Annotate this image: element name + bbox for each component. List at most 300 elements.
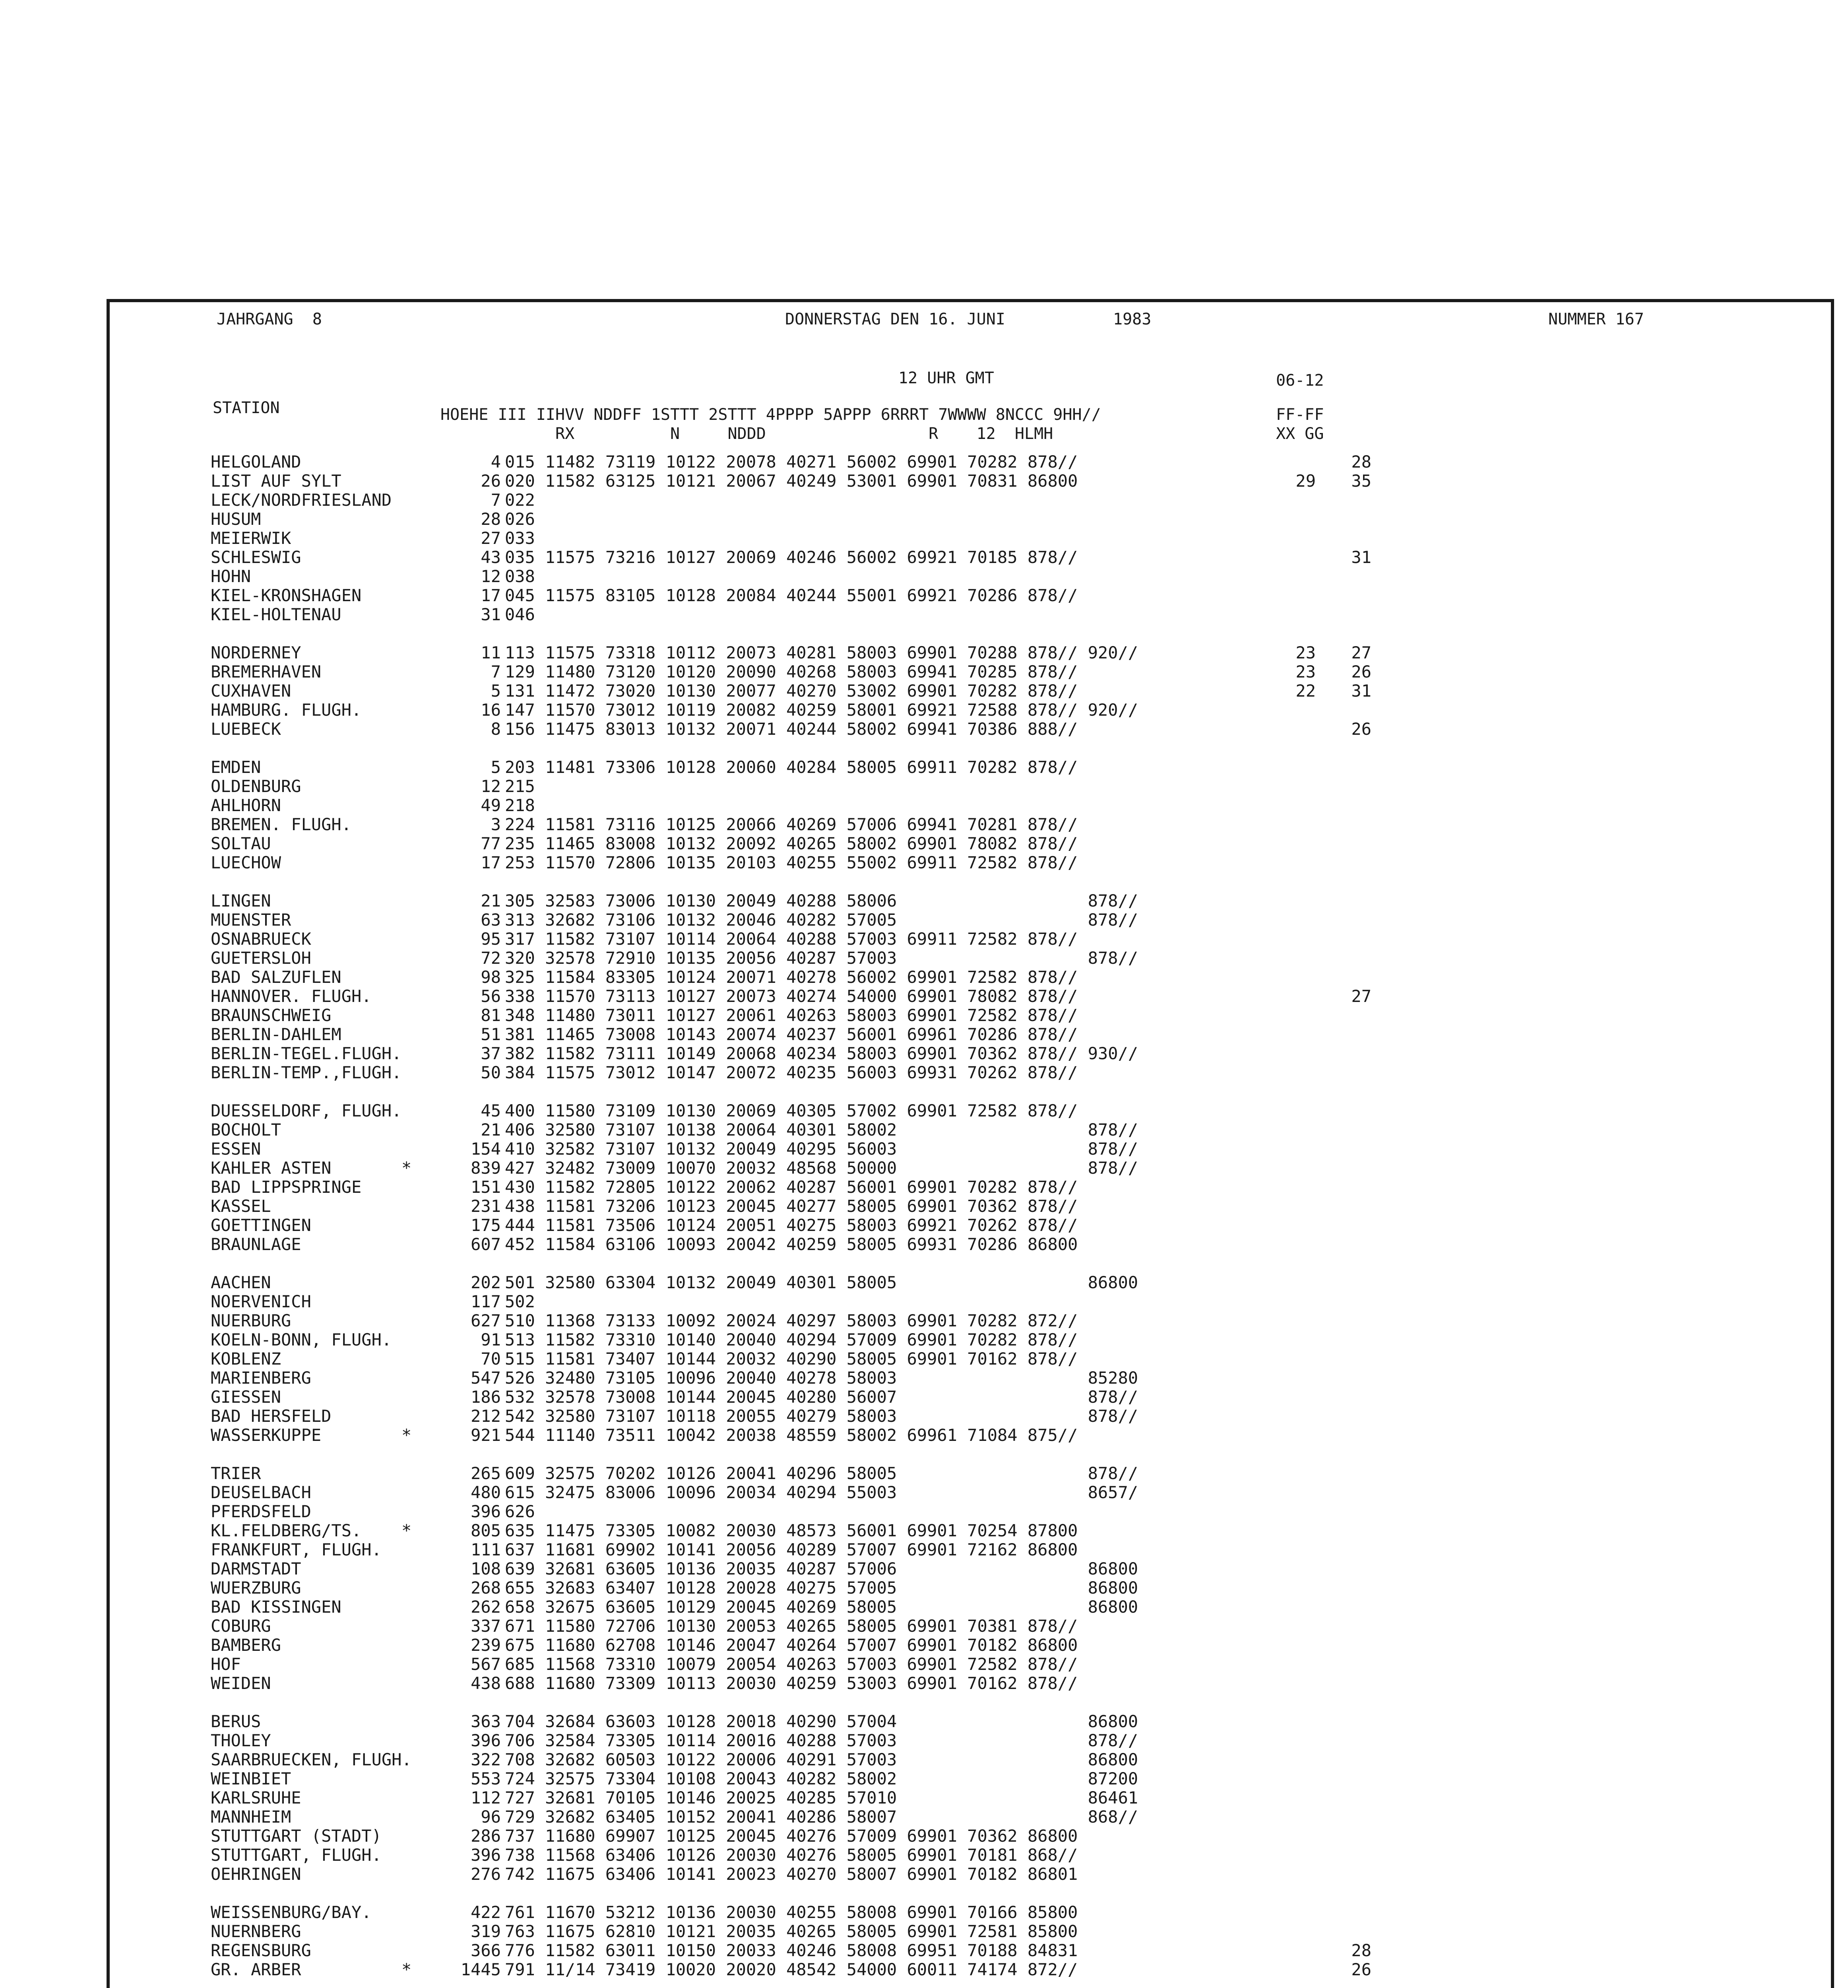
observation-groups: 502 — [505, 1292, 535, 1311]
station-height: 108 — [471, 1559, 501, 1578]
gg-value: 31 — [1351, 681, 1371, 701]
observation-groups: 738 11568 63406 10126 20030 40276 58005 69901 70181 868// — [505, 1845, 1078, 1865]
observation-groups: 655 32683 63407 10128 20028 40275 57005 86800 — [505, 1578, 1138, 1598]
table-row — [211, 1235, 1761, 1254]
observation-groups: 045 11575 83105 10128 20084 40244 55001 69921 70286 878// — [505, 586, 1078, 605]
table-row — [211, 1559, 1761, 1578]
station-name: BERLIN-TEGEL.FLUGH. — [211, 1044, 402, 1063]
observation-groups: 235 11465 83008 10132 20092 40265 58002 69901 78082 878// — [505, 834, 1078, 853]
observation-groups: 020 11582 63125 10121 20067 40249 53001 69901 70831 86800 — [505, 471, 1078, 491]
station-height: 45 — [481, 1101, 501, 1120]
station-name: KAHLER ASTEN — [211, 1158, 332, 1178]
station-height: 51 — [481, 1025, 501, 1044]
observation-groups: 532 32578 73008 10144 20045 40280 56007 878// — [505, 1387, 1138, 1407]
observation-groups: 635 11475 73305 10082 20030 48573 56001 69901 70254 87800 — [505, 1521, 1078, 1540]
observation-groups: 015 11482 73119 10122 20078 40271 56002 69901 70282 878// — [505, 452, 1078, 472]
station-height: 91 — [481, 1330, 501, 1349]
station-name: BAD HERSFELD — [211, 1406, 332, 1426]
observation-groups: 305 32583 73006 10130 20049 40288 58006 878// — [505, 891, 1138, 911]
station-height: 212 — [471, 1406, 501, 1426]
year-label: 1983 — [1113, 310, 1152, 328]
station-name: WEINBIET — [211, 1769, 291, 1788]
station-name: LECK/NORDFRIESLAND — [211, 490, 392, 510]
station-name: STUTTGART, FLUGH. — [211, 1845, 382, 1865]
observation-groups: 325 11584 83305 10124 20071 40278 56002 69901 72582 878// — [505, 967, 1078, 987]
observation-groups: 113 11575 73318 10112 20073 40281 58003 69901 70288 878// 920// — [505, 643, 1138, 662]
table-row — [211, 1483, 1761, 1502]
station-name: WASSERKUPPE — [211, 1425, 322, 1445]
station-name: HANNOVER. FLUGH. — [211, 986, 372, 1006]
station-height: 154 — [471, 1139, 501, 1159]
station-name: NUERBURG — [211, 1311, 291, 1330]
table-row — [211, 1369, 1761, 1388]
station-name: MANNHEIM — [211, 1807, 291, 1827]
station-height: 95 — [481, 929, 501, 949]
station-name: EMDEN — [211, 757, 261, 777]
table-row — [211, 1578, 1761, 1598]
station-height: 396 — [471, 1731, 501, 1750]
station-name: HOF — [211, 1654, 241, 1674]
station-height: 186 — [471, 1387, 501, 1407]
station-name: BREMERHAVEN — [211, 662, 322, 681]
observation-groups: 791 11/14 73419 10020 20020 48542 54000 60011 74174 872// — [505, 1960, 1078, 1979]
table-row — [211, 1216, 1761, 1235]
observation-groups: 427 32482 73009 10070 20032 48568 50000 878// — [505, 1158, 1138, 1178]
table-row — [211, 1750, 1761, 1769]
station-height: 37 — [481, 1044, 501, 1063]
ff-value: 29 — [1295, 471, 1316, 491]
table-row — [211, 758, 1761, 777]
station-height: 319 — [471, 1922, 501, 1941]
observation-groups: 035 11575 73216 10127 20069 40246 56002 69921 70185 878// — [505, 547, 1078, 567]
station-name: MEIERWIK — [211, 528, 291, 548]
station-name: NUERNBERG — [211, 1922, 301, 1941]
table-row — [211, 720, 1761, 739]
station-name: KL.FELDBERG/TS. — [211, 1521, 362, 1540]
table-row — [211, 510, 1761, 529]
station-name: COBURG — [211, 1616, 271, 1636]
station-height: 268 — [471, 1578, 501, 1598]
table-row — [211, 1426, 1761, 1445]
gg-value: 35 — [1351, 471, 1371, 491]
station-height: 396 — [471, 1845, 501, 1865]
table-row — [211, 1598, 1761, 1617]
observation-groups: 218 — [505, 796, 535, 815]
observation-groups: 033 — [505, 528, 535, 548]
table-row — [211, 1617, 1761, 1636]
station-name: GOETTINGEN — [211, 1215, 311, 1235]
table-row — [211, 548, 1761, 567]
gg-value: 26 — [1351, 662, 1371, 681]
observation-groups: 675 11680 62708 10146 20047 40264 57007 69901 70182 86800 — [505, 1635, 1078, 1655]
observation-groups: 348 11480 73011 10127 20061 40263 58003 69901 72582 878// — [505, 1006, 1078, 1025]
observation-groups: 381 11465 73008 10143 20074 40237 56001 69961 70286 878// — [505, 1025, 1078, 1044]
station-height: 265 — [471, 1464, 501, 1483]
station-name: BRAUNSCHWEIG — [211, 1006, 332, 1025]
table-row — [211, 1769, 1761, 1788]
observation-groups: 320 32578 72910 10135 20056 40287 57003 878// — [505, 948, 1138, 968]
observation-groups: 761 11670 53212 10136 20030 40255 58008 69901 70166 85800 — [505, 1903, 1078, 1922]
observation-groups: 253 11570 72806 10135 20103 40255 55002 69911 72582 878// — [505, 853, 1078, 872]
observation-groups: 317 11582 73107 10114 20064 40288 57003 69911 72582 878// — [505, 929, 1078, 949]
table-row — [211, 949, 1761, 968]
gg-value: 27 — [1351, 643, 1371, 662]
station-name: WEISSENBURG/BAY. — [211, 1903, 372, 1922]
table-row — [211, 605, 1761, 624]
station-name: PFERDSFELD — [211, 1502, 311, 1521]
observation-groups: 637 11681 69902 10141 20056 40289 57007 69901 72162 86800 — [505, 1540, 1078, 1559]
observation-groups: 685 11568 73310 10079 20054 40263 57003 69901 72582 878// — [505, 1654, 1078, 1674]
observation-groups: 410 32582 73107 10132 20049 40295 56003 878// — [505, 1139, 1138, 1159]
observation-groups: 022 — [505, 490, 535, 510]
table-row — [211, 1846, 1761, 1865]
station-name: LINGEN — [211, 891, 271, 911]
table-row — [211, 1025, 1761, 1044]
table-row — [211, 1197, 1761, 1216]
station-name: TRIER — [211, 1464, 261, 1483]
observation-groups: 609 32575 70202 10126 20041 40296 58005 878// — [505, 1464, 1138, 1483]
table-row — [211, 1159, 1761, 1178]
station-name: KASSEL — [211, 1196, 271, 1216]
station-name: BAD LIPPSPRINGE — [211, 1177, 362, 1197]
observation-groups: 444 11581 73506 10124 20051 40275 58003 69921 70262 878// — [505, 1215, 1078, 1235]
station-height: 5 — [491, 681, 501, 701]
observation-groups: 046 — [505, 605, 535, 624]
station-height: 239 — [471, 1635, 501, 1655]
station-name: GIESSEN — [211, 1387, 281, 1407]
station-height: 4 — [491, 452, 501, 472]
station-height: 111 — [471, 1540, 501, 1559]
gg-value: 26 — [1351, 719, 1371, 739]
station-height: 96 — [481, 1807, 501, 1827]
table-row — [211, 891, 1761, 911]
observation-groups: 776 11582 63011 10150 20033 40246 58008 69951 70188 84831 — [505, 1941, 1078, 1960]
station-height: 63 — [481, 910, 501, 930]
station-name: WUERZBURG — [211, 1578, 301, 1598]
station-height: 117 — [471, 1292, 501, 1311]
observation-groups: 729 32682 63405 10152 20041 40286 58007 868// — [505, 1807, 1138, 1827]
table-row — [211, 452, 1761, 472]
station-name: SOLTAU — [211, 834, 271, 853]
station-height: 175 — [471, 1215, 501, 1235]
observation-groups: 706 32584 73305 10114 20016 40288 57003 878// — [505, 1731, 1138, 1750]
station-name: AACHEN — [211, 1273, 271, 1292]
gg-value: 27 — [1351, 986, 1371, 1006]
table-row — [211, 777, 1761, 796]
time-label: 12 UHR GMT — [898, 369, 994, 387]
observation-groups: 626 — [505, 1502, 535, 1521]
observation-groups: 400 11580 73109 10130 20069 40305 57002 69901 72582 878// — [505, 1101, 1078, 1120]
observation-groups: 708 32682 60503 10122 20006 40291 57003 86800 — [505, 1750, 1138, 1769]
mountain-station-marker: * — [401, 1521, 412, 1540]
station-name: MARIENBERG — [211, 1368, 311, 1388]
observation-groups: 430 11582 72805 10122 20062 40287 56001 69901 70282 878// — [505, 1177, 1078, 1197]
table-row — [211, 643, 1761, 662]
table-row — [211, 472, 1761, 491]
observation-groups: 671 11580 72706 10130 20053 40265 58005 69901 70381 878// — [505, 1616, 1078, 1636]
station-height: 1445 — [460, 1960, 501, 1979]
mountain-station-marker: * — [401, 1425, 412, 1445]
station-height: 322 — [471, 1750, 501, 1769]
station-name: LIST AUF SYLT — [211, 471, 341, 491]
station-height: 17 — [481, 586, 501, 605]
station-name: ESSEN — [211, 1139, 261, 1159]
observation-groups: 727 32681 70105 10146 20025 40285 57010 86461 — [505, 1788, 1138, 1807]
station-name: HOHN — [211, 567, 251, 586]
ff-value: 23 — [1295, 643, 1316, 662]
station-height: 112 — [471, 1788, 501, 1807]
observation-groups: 688 11680 73309 10113 20030 40259 53003 69901 70162 878// — [505, 1673, 1078, 1693]
station-name: KOELN-BONN, FLUGH. — [211, 1330, 392, 1349]
station-height: 422 — [471, 1903, 501, 1922]
observation-groups: 438 11581 73206 10123 20045 40277 58005 69901 70362 878// — [505, 1196, 1078, 1216]
station-name: KARLSRUHE — [211, 1788, 301, 1807]
station-height: 366 — [471, 1941, 501, 1960]
gg-value: 26 — [1351, 1960, 1371, 1979]
table-row — [211, 1273, 1761, 1292]
group-spacer — [211, 1979, 1761, 1988]
station-height: 8 — [491, 719, 501, 739]
station-height: 31 — [481, 605, 501, 624]
observation-groups: 026 — [505, 509, 535, 529]
station-height: 363 — [471, 1712, 501, 1731]
station-height: 26 — [481, 471, 501, 491]
station-height: 50 — [481, 1063, 501, 1082]
station-name: BERLIN-DAHLEM — [211, 1025, 341, 1044]
observation-groups: 131 11472 73020 10130 20077 40270 53002 69901 70282 878// — [505, 681, 1078, 701]
observation-groups: 763 11675 62810 10121 20035 40265 58005 69901 72581 85800 — [505, 1922, 1078, 1941]
table-row — [211, 968, 1761, 987]
mountain-station-marker: * — [401, 1960, 412, 1979]
station-height: 21 — [481, 1120, 501, 1140]
observation-groups: 526 32480 73105 10096 20040 40278 58003 85280 — [505, 1368, 1138, 1388]
table-row — [211, 1807, 1761, 1827]
table-row — [211, 1655, 1761, 1674]
station-name: DUESSELDORF, FLUGH. — [211, 1101, 402, 1120]
observation-groups: 406 32580 73107 10138 20064 40301 58002 878// — [505, 1120, 1138, 1140]
station-name: DARMSTADT — [211, 1559, 301, 1578]
observation-groups: 724 32575 73304 10108 20043 40282 58002 87200 — [505, 1769, 1138, 1788]
table-row — [211, 491, 1761, 510]
xx-gg-header: XX GG — [1276, 425, 1324, 443]
range-label: 06-12 — [1276, 371, 1324, 390]
table-row — [211, 1540, 1761, 1559]
observation-groups: 639 32681 63605 10136 20035 40287 57006 86800 — [505, 1559, 1138, 1578]
table-row — [211, 1960, 1761, 1979]
station-name: HAMBURG. FLUGH. — [211, 700, 362, 720]
observation-groups: 038 — [505, 567, 535, 586]
observation-groups: 513 11582 73310 10140 20040 40294 57009 69901 70282 878// — [505, 1330, 1078, 1349]
station-table — [211, 452, 1761, 1988]
station-name: FRANKFURT, FLUGH. — [211, 1540, 382, 1559]
station-height: 98 — [481, 967, 501, 987]
observation-groups: 704 32684 63603 10128 20018 40290 57004 86800 — [505, 1712, 1138, 1731]
station-name: BAD KISSINGEN — [211, 1597, 341, 1617]
table-row — [211, 662, 1761, 681]
station-height: 151 — [471, 1177, 501, 1197]
station-height: 43 — [481, 547, 501, 567]
station-column-header: STATION — [213, 399, 280, 417]
table-row — [211, 1865, 1761, 1884]
table-row — [211, 1330, 1761, 1349]
station-height: 337 — [471, 1616, 501, 1636]
station-height: 480 — [471, 1483, 501, 1502]
station-name: NOERVENICH — [211, 1292, 311, 1311]
station-height: 12 — [481, 777, 501, 796]
observation-groups: 542 32580 73107 10118 20055 40279 58003 878// — [505, 1406, 1138, 1426]
observation-groups: 501 32580 63304 10132 20049 40301 58005 86800 — [505, 1273, 1138, 1292]
observation-groups: 615 32475 83006 10096 20034 40294 55003 8657/ — [505, 1483, 1138, 1502]
station-name: THOLEY — [211, 1731, 271, 1750]
table-row — [211, 529, 1761, 548]
table-row — [211, 834, 1761, 853]
station-height: 627 — [471, 1311, 501, 1330]
station-name: KIEL-HOLTENAU — [211, 605, 341, 624]
table-row — [211, 1788, 1761, 1807]
station-height: 805 — [471, 1521, 501, 1540]
table-row — [211, 1674, 1761, 1693]
ff-value: 22 — [1295, 681, 1316, 701]
station-name: MUENSTER — [211, 910, 291, 930]
ff-value: 23 — [1295, 662, 1316, 681]
table-row — [211, 1311, 1761, 1330]
observation-groups: 510 11368 73133 10092 20024 40297 58003 69901 70282 872// — [505, 1311, 1078, 1330]
group-spacer — [211, 1693, 1761, 1712]
station-name: HUSUM — [211, 509, 261, 529]
table-row — [211, 987, 1761, 1006]
table-row — [211, 1903, 1761, 1922]
station-name: STUTTGART (STADT) — [211, 1826, 382, 1846]
station-name: REGENSBURG — [211, 1941, 311, 1960]
station-height: 202 — [471, 1273, 501, 1292]
table-row — [211, 796, 1761, 815]
station-height: 262 — [471, 1597, 501, 1617]
station-height: 438 — [471, 1673, 501, 1693]
station-height: 17 — [481, 853, 501, 872]
station-height: 5 — [491, 757, 501, 777]
station-height: 231 — [471, 1196, 501, 1216]
station-height: 7 — [491, 662, 501, 681]
observation-groups: 203 11481 73306 10128 20060 40284 58005 69911 70282 878// — [505, 757, 1078, 777]
station-height: 396 — [471, 1502, 501, 1521]
station-name: OSNABRUECK — [211, 929, 311, 949]
station-height: 21 — [481, 891, 501, 911]
station-height: 553 — [471, 1769, 501, 1788]
station-height: 70 — [481, 1349, 501, 1369]
observation-groups: 313 32682 73106 10132 20046 40282 57005 878// — [505, 910, 1138, 930]
group-spacer — [211, 1445, 1761, 1464]
table-row — [211, 1101, 1761, 1120]
station-name: BAMBERG — [211, 1635, 281, 1655]
station-height: 27 — [481, 528, 501, 548]
date-label: DONNERSTAG DEN 16. JUNI — [785, 310, 1005, 328]
table-row — [211, 1521, 1761, 1540]
group-spacer — [211, 624, 1761, 643]
station-height: 286 — [471, 1826, 501, 1846]
table-row — [211, 1636, 1761, 1655]
station-height: 72 — [481, 948, 501, 968]
observation-groups: 384 11575 73012 10147 20072 40235 56003 69931 70262 878// — [505, 1063, 1078, 1082]
station-height: 77 — [481, 834, 501, 853]
table-row — [211, 1502, 1761, 1521]
table-row — [211, 1922, 1761, 1941]
table-row — [211, 1941, 1761, 1960]
station-height: 3 — [491, 815, 501, 834]
group-spacer — [211, 872, 1761, 891]
table-row — [211, 1712, 1761, 1731]
station-name: LUECHOW — [211, 853, 281, 872]
observation-groups: 742 11675 63406 10141 20023 40270 58007 69901 70182 86801 — [505, 1864, 1078, 1884]
station-name: SAARBRUECKEN, FLUGH. — [211, 1750, 412, 1769]
observation-groups: 452 11584 63106 10093 20042 40259 58005 69931 70286 86800 — [505, 1235, 1078, 1254]
station-name: OEHRINGEN — [211, 1864, 301, 1884]
station-height: 276 — [471, 1864, 501, 1884]
station-height: 7 — [491, 490, 501, 510]
gg-value: 31 — [1351, 547, 1371, 567]
jahrgang-label: JAHRGANG 8 — [217, 310, 322, 328]
table-row — [211, 930, 1761, 949]
observation-groups: 129 11480 73120 10120 20090 40268 58003 69941 70285 878// — [505, 662, 1078, 681]
station-name: BERUS — [211, 1712, 261, 1731]
table-row — [211, 1464, 1761, 1483]
observation-groups: 224 11581 73116 10125 20066 40269 57006 69941 70281 878// — [505, 815, 1078, 834]
station-name: LUEBECK — [211, 719, 281, 739]
table-row — [211, 1178, 1761, 1197]
observation-groups: 215 — [505, 777, 535, 796]
station-height: 81 — [481, 1006, 501, 1025]
gg-value: 28 — [1351, 1941, 1371, 1960]
table-row — [211, 1731, 1761, 1750]
station-height: 547 — [471, 1368, 501, 1388]
station-name: GUETERSLOH — [211, 948, 311, 968]
table-row — [211, 853, 1761, 872]
table-row — [211, 1044, 1761, 1063]
station-name: AHLHORN — [211, 796, 281, 815]
table-row — [211, 1063, 1761, 1082]
table-row — [211, 1140, 1761, 1159]
station-name: GR. ARBER — [211, 1960, 301, 1979]
observation-groups: 147 11570 73012 10119 20082 40259 58001 69921 72588 878// 920// — [505, 700, 1138, 720]
table-row — [211, 1120, 1761, 1140]
station-height: 12 — [481, 567, 501, 586]
group-spacer — [211, 1884, 1761, 1903]
station-name: BREMEN. FLUGH. — [211, 815, 352, 834]
table-row — [211, 1349, 1761, 1369]
station-height: 607 — [471, 1235, 501, 1254]
observation-groups: 544 11140 73511 10042 20038 48559 58002 69961 71084 875// — [505, 1425, 1078, 1445]
table-row — [211, 701, 1761, 720]
table-row — [211, 1388, 1761, 1407]
group-spacer — [211, 1082, 1761, 1101]
station-name: CUXHAVEN — [211, 681, 291, 701]
observation-groups: 737 11680 69907 10125 20045 40276 57009 69901 70362 86800 — [505, 1826, 1078, 1846]
table-row — [211, 567, 1761, 586]
column-headers-line2: RX N NDDD R 12 HLMH — [440, 425, 1053, 443]
table-row — [211, 1292, 1761, 1311]
station-name: OLDENBURG — [211, 777, 301, 796]
table-row — [211, 1407, 1761, 1426]
observation-groups: 515 11581 73407 10144 20032 40290 58005 69901 70162 878// — [505, 1349, 1078, 1369]
table-row — [211, 1006, 1761, 1025]
station-height: 567 — [471, 1654, 501, 1674]
station-name: SCHLESWIG — [211, 547, 301, 567]
nummer-label: NUMMER 167 — [1548, 310, 1644, 328]
station-name: BOCHOLT — [211, 1120, 281, 1140]
gg-value: 28 — [1351, 452, 1371, 472]
group-spacer — [211, 1254, 1761, 1273]
table-row — [211, 911, 1761, 930]
table-row — [211, 1827, 1761, 1846]
